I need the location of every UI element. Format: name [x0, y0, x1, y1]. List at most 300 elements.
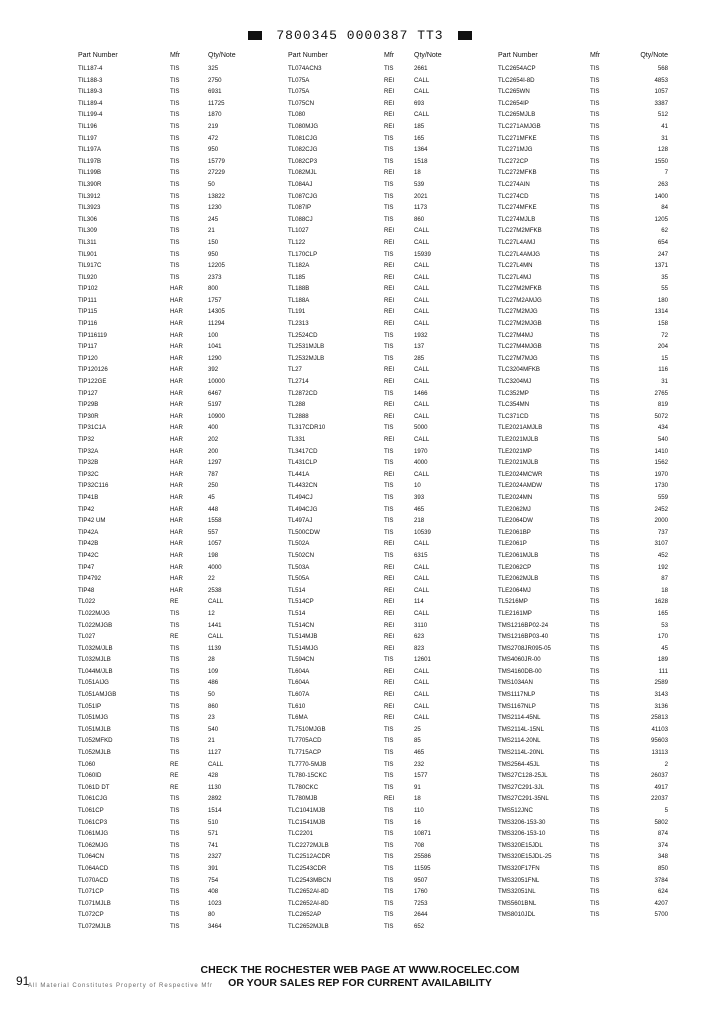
header-part-number: Part Number	[78, 52, 118, 59]
part-number: TL185	[288, 273, 306, 281]
qty-note: 3387	[654, 99, 668, 107]
part-number: TL7770-5MJB	[288, 760, 327, 768]
part-number: TL060ID	[78, 772, 102, 780]
mfr: TIS	[384, 180, 394, 188]
part-number: TIL188-3	[78, 76, 103, 84]
qty-note: 95603	[651, 737, 668, 745]
table-row	[288, 295, 478, 307]
mfr: TIS	[590, 749, 600, 757]
qty-note: 16	[414, 818, 421, 826]
table-row	[288, 469, 478, 481]
part-number: TL087IP	[288, 204, 312, 212]
qty-note: 50	[208, 180, 215, 188]
part-number: TLC2652AI-8D	[288, 899, 329, 907]
qty-note: 1230	[208, 204, 222, 212]
table-row	[78, 237, 258, 249]
mfr: HAR	[170, 424, 183, 432]
table-row	[288, 179, 478, 191]
table-row	[78, 747, 258, 759]
qty-note: 7	[664, 169, 668, 177]
table-row	[78, 283, 258, 295]
table-row	[78, 167, 258, 179]
mfr: HAR	[170, 447, 183, 455]
part-number: TL022M/JG	[78, 609, 110, 617]
mfr: TIS	[590, 343, 600, 351]
part-number: TLC1541MJB	[288, 818, 326, 826]
part-number: TL1027	[288, 227, 309, 235]
part-number: TLE2021AMJLB	[498, 424, 543, 432]
qty-note: 13822	[208, 192, 225, 200]
part-number: TIP120126	[78, 366, 108, 374]
table-row	[498, 689, 668, 701]
table-row	[78, 434, 258, 446]
qty-note: 486	[208, 679, 219, 687]
part-number: TIL199B	[78, 169, 102, 177]
qty-note: 2	[664, 760, 668, 768]
mfr: REI	[384, 563, 395, 571]
qty-note: 2538	[208, 586, 222, 594]
part-number: TL505A	[288, 575, 310, 583]
qty-note: 27229	[208, 169, 225, 177]
table-row	[288, 109, 478, 121]
qty-note: 1127	[208, 749, 222, 757]
part-number: TMS1034AN	[498, 679, 533, 687]
part-number: TLC1041MJB	[288, 807, 326, 814]
header-code: 7800345 0000387 TT3	[276, 28, 444, 43]
qty-note: 654	[657, 238, 668, 246]
table-row	[78, 817, 258, 829]
mfr: TIS	[590, 88, 600, 96]
mfr: TIS	[590, 841, 600, 849]
qty-note: 28	[208, 656, 215, 664]
qty-note: 10900	[208, 412, 225, 420]
qty-note: 2373	[208, 273, 222, 281]
part-number: TL503A	[288, 563, 310, 571]
mfr: TIS	[170, 262, 180, 270]
qty-note: CALL	[208, 598, 224, 606]
qty-note: 109	[208, 667, 219, 675]
mfr: TIS	[384, 853, 394, 861]
table-row	[78, 156, 258, 168]
mfr: REI	[384, 586, 395, 594]
qty-note: 6467	[208, 389, 222, 397]
qty-note: 204	[657, 343, 668, 351]
qty-note: 41	[661, 122, 668, 130]
table-row	[288, 480, 478, 492]
qty-note: CALL	[414, 436, 430, 443]
part-number: TL022	[78, 598, 96, 606]
part-number: TLC2652AI-8D	[288, 888, 329, 896]
part-number: TL061CP	[78, 807, 104, 814]
mfr: TIS	[170, 76, 180, 84]
table-row	[78, 770, 258, 782]
qty-note: 1290	[208, 354, 222, 362]
table-row	[288, 712, 478, 724]
mfr: TIS	[590, 192, 600, 200]
part-number: TLC274CD	[498, 192, 529, 200]
mfr: HAR	[170, 517, 183, 525]
qty-note: 9507	[414, 876, 428, 884]
table-row	[288, 492, 478, 504]
part-number: TL514CN	[288, 621, 315, 629]
part-number: TLC27L4MN	[498, 262, 533, 270]
table-row	[78, 909, 258, 921]
mfr: TIS	[170, 888, 180, 896]
table-row	[498, 399, 668, 411]
mfr: TIS	[590, 899, 600, 907]
table-row	[498, 898, 668, 910]
part-number: TIP127	[78, 389, 98, 397]
table-row	[288, 724, 478, 736]
qty-note: 1139	[208, 644, 222, 652]
mfr: TIS	[590, 447, 600, 455]
table-row	[288, 701, 478, 713]
part-number: TLC274MJLB	[498, 215, 536, 223]
table-row	[78, 98, 258, 110]
part-number: TLC27L4AMJ	[498, 238, 536, 246]
table-row	[498, 515, 668, 527]
qty-note: 11595	[414, 864, 431, 872]
part-number: TLE2061P	[498, 540, 527, 548]
table-row	[498, 167, 668, 179]
qty-note: 25	[414, 725, 421, 733]
parts-column-1	[78, 50, 258, 933]
part-number: TL122	[288, 238, 306, 246]
qty-note: CALL	[414, 320, 430, 328]
part-number: TLE2064MJ	[498, 586, 531, 594]
mfr: TIS	[170, 215, 180, 223]
qty-note: 1371	[654, 262, 668, 270]
qty-note: 198	[208, 551, 219, 559]
mfr: HAR	[170, 378, 183, 386]
qty-note: 45	[208, 493, 215, 501]
qty-note: 428	[208, 772, 219, 780]
qty-note: 170	[657, 633, 668, 641]
part-number: TLE2061BP	[498, 528, 531, 536]
table-row	[498, 272, 668, 284]
part-number: TIP120	[78, 354, 98, 362]
qty-note: 2892	[208, 795, 222, 803]
table-row	[288, 446, 478, 458]
table-row	[498, 573, 668, 585]
mfr: TIS	[590, 389, 600, 397]
mfr: TIS	[170, 864, 180, 872]
table-row	[498, 886, 668, 898]
qty-note: CALL	[414, 679, 430, 687]
table-row	[498, 504, 668, 516]
qty-note: 1364	[414, 146, 428, 154]
mfr: TIS	[590, 401, 600, 409]
table-row	[78, 527, 258, 539]
mfr: TIS	[170, 911, 180, 919]
qty-note: CALL	[414, 540, 430, 548]
part-number: TLE2062MJ	[498, 505, 531, 513]
table-row	[78, 272, 258, 284]
part-number: TIL309	[78, 227, 97, 235]
table-row	[78, 295, 258, 307]
part-number: TIP116119	[78, 331, 107, 339]
table-row	[78, 793, 258, 805]
mfr: REI	[384, 795, 395, 803]
qty-note: 465	[414, 749, 425, 757]
table-row	[78, 712, 258, 724]
table-row	[78, 504, 258, 516]
table-row	[498, 249, 668, 261]
mfr: TIS	[590, 180, 600, 188]
part-number: TIL311	[78, 238, 97, 246]
table-row	[288, 666, 478, 678]
part-number: TL064ACD	[78, 864, 109, 872]
mfr: TIS	[170, 725, 180, 733]
part-number: TL288	[288, 401, 306, 409]
table-row	[498, 909, 668, 921]
part-number: TL780CKC	[288, 783, 319, 791]
qty-note: 4853	[654, 76, 668, 84]
table-row	[288, 306, 478, 318]
table-row	[498, 840, 668, 852]
table-row	[288, 86, 478, 98]
part-number: TL087CJG	[288, 192, 318, 200]
table-row	[288, 770, 478, 782]
document-header	[0, 28, 720, 43]
table-row	[498, 469, 668, 481]
part-number: TL075CN	[288, 99, 315, 107]
table-row	[498, 782, 668, 794]
part-number: TL072MJLB	[78, 922, 111, 930]
part-number: TIL390R	[78, 180, 102, 188]
part-number: TIL306	[78, 215, 97, 223]
part-number: TL170CLP	[288, 250, 318, 258]
part-number: TL032MJLB	[78, 656, 111, 664]
qty-note: 7253	[414, 899, 428, 907]
qty-note: 137	[414, 343, 425, 351]
mfr: TIS	[384, 204, 394, 212]
table-row	[498, 585, 668, 597]
table-row	[78, 353, 258, 365]
table-row	[288, 608, 478, 620]
table-row	[498, 677, 668, 689]
mfr: TIS	[170, 146, 180, 154]
mfr: TIS	[590, 818, 600, 826]
table-row	[498, 144, 668, 156]
qty-note: 1314	[654, 308, 668, 316]
part-number: TLC271MFKE	[498, 134, 537, 142]
qty-note: 114	[414, 598, 424, 606]
part-number: TLC265WN	[498, 88, 530, 96]
table-row	[498, 434, 668, 446]
table-row	[288, 364, 478, 376]
qty-note: 11294	[208, 320, 225, 328]
table-row	[78, 480, 258, 492]
table-row	[78, 364, 258, 376]
fine-print: All Material Constitutes Property of Respective Mfr	[28, 983, 214, 989]
part-number: TMS4060JR-00	[498, 656, 541, 664]
table-row	[498, 724, 668, 736]
table-row	[78, 306, 258, 318]
table-row	[498, 388, 668, 400]
table-row	[288, 898, 478, 910]
part-number: TL061MJG	[78, 830, 109, 838]
mfr: HAR	[170, 366, 183, 374]
mfr: TIS	[170, 227, 180, 235]
table-row	[78, 249, 258, 261]
qty-note: 391	[208, 864, 219, 872]
mfr: TIS	[590, 888, 600, 896]
part-number: TIP30R	[78, 412, 99, 420]
part-number: TMS32051FNL	[498, 876, 540, 884]
qty-note: 21	[208, 737, 215, 745]
table-row	[288, 805, 478, 817]
part-number: TLE2161MP	[498, 609, 532, 617]
mfr: REI	[384, 436, 395, 443]
mfr: TIS	[590, 366, 600, 374]
part-number: TLC3204MJ	[498, 378, 532, 386]
table-row	[288, 677, 478, 689]
table-row	[288, 585, 478, 597]
part-number: TMS4160DB-00	[498, 667, 542, 675]
mfr: TIS	[384, 737, 394, 745]
mfr: TIS	[384, 65, 394, 72]
mfr: TIS	[170, 111, 180, 119]
qty-note: 392	[208, 366, 219, 374]
table-row	[288, 341, 478, 353]
table-row	[288, 121, 478, 133]
part-number: TL7510MJGB	[288, 725, 326, 733]
table-row	[288, 573, 478, 585]
part-number: TIP31C1A	[78, 424, 107, 432]
table-row	[288, 782, 478, 794]
qty-note: 823	[414, 644, 425, 652]
mfr: TIS	[170, 702, 180, 710]
table-row	[288, 457, 478, 469]
table-row	[498, 446, 668, 458]
mfr: TIS	[590, 296, 600, 304]
mfr: TIS	[590, 807, 600, 814]
part-number: TIP48	[78, 586, 95, 594]
part-number: TL2532MJLB	[288, 354, 325, 362]
header-mfr: Mfr	[590, 52, 601, 59]
qty-note: 10000	[208, 378, 225, 386]
table-row	[498, 75, 668, 87]
part-number: TIP42C	[78, 551, 99, 559]
part-number: TL188B	[288, 285, 310, 293]
table-row	[498, 643, 668, 655]
mfr: TIS	[384, 841, 394, 849]
part-number: TMS2114-20NL	[498, 737, 541, 745]
mfr: TIS	[384, 725, 394, 733]
mfr: HAR	[170, 505, 183, 513]
mfr: TIS	[170, 238, 180, 246]
table-row	[78, 515, 258, 527]
mfr: TIS	[590, 725, 600, 733]
table-row	[288, 504, 478, 516]
qty-note: 3110	[414, 621, 428, 629]
mfr: TIS	[384, 818, 394, 826]
mfr: TIS	[590, 204, 600, 212]
mfr: REI	[384, 111, 395, 119]
table-row	[288, 828, 478, 840]
table-row	[498, 411, 668, 423]
part-number: TL3417CD	[288, 447, 318, 455]
table-row	[498, 759, 668, 771]
part-number: TL5216MP	[498, 598, 528, 606]
table-row	[498, 364, 668, 376]
table-row	[498, 422, 668, 434]
part-number: TL6MA	[288, 714, 308, 722]
part-number: TLC2654I-8D	[498, 76, 535, 84]
qty-note: 116	[658, 366, 668, 374]
part-number: TLC2272MJLB	[288, 841, 329, 849]
mfr: TIS	[590, 633, 600, 641]
part-number: TL7705ACD	[288, 737, 322, 745]
part-number: TLC27M2MFKB	[498, 227, 542, 235]
mfr: TIS	[590, 864, 600, 872]
qty-note: CALL	[414, 470, 430, 478]
table-row	[78, 457, 258, 469]
qty-note: 22037	[651, 795, 668, 803]
mfr: TIS	[590, 911, 600, 919]
header-mfr: Mfr	[170, 52, 181, 59]
table-row	[498, 480, 668, 492]
qty-note: 1041	[208, 343, 222, 351]
qty-note: 408	[208, 888, 219, 896]
table-row	[78, 840, 258, 852]
part-number: TIP32A	[78, 447, 99, 455]
table-row	[498, 330, 668, 342]
table-row	[78, 63, 258, 75]
mfr: REI	[384, 470, 395, 478]
mfr: TIS	[384, 343, 394, 351]
mfr: HAR	[170, 551, 183, 559]
mfr: HAR	[170, 528, 183, 536]
table-row	[78, 898, 258, 910]
part-number: TLC2652MJLB	[288, 922, 329, 930]
qty-note: 21	[208, 227, 215, 235]
qty-note: 2021	[414, 192, 428, 200]
mfr: TIS	[590, 702, 600, 710]
qty-note: 1577	[414, 772, 428, 780]
mfr: TIS	[590, 621, 600, 629]
table-row	[498, 457, 668, 469]
table-row	[78, 133, 258, 145]
qty-note: 1400	[654, 192, 668, 200]
mfr: TIS	[590, 691, 600, 699]
qty-note: CALL	[414, 702, 430, 710]
part-number: TIL197A	[78, 146, 102, 154]
mfr: TIS	[384, 250, 394, 258]
part-number: TMS8010JDL	[498, 911, 536, 919]
part-number: TL075A	[288, 88, 310, 96]
mfr: TIS	[590, 772, 600, 780]
mfr: TIS	[590, 470, 600, 478]
mfr: TIS	[590, 853, 600, 861]
part-number: TLC27M7MJG	[498, 354, 538, 362]
mfr: TIS	[170, 609, 180, 617]
part-number: TL060	[78, 760, 96, 768]
qty-note: 624	[657, 888, 668, 896]
table-row	[498, 295, 668, 307]
table-row	[498, 817, 668, 829]
table-row	[498, 631, 668, 643]
part-number: TMS27C291-3JL	[498, 783, 545, 791]
part-number: TIP4792	[78, 575, 102, 583]
part-number: TLC2543MBCN	[288, 876, 332, 884]
part-number: TL051IP	[78, 702, 102, 710]
mfr: HAR	[170, 354, 183, 362]
part-number: TLC2201	[288, 830, 314, 838]
part-number: TIL3923	[78, 204, 101, 212]
table-row	[78, 318, 258, 330]
